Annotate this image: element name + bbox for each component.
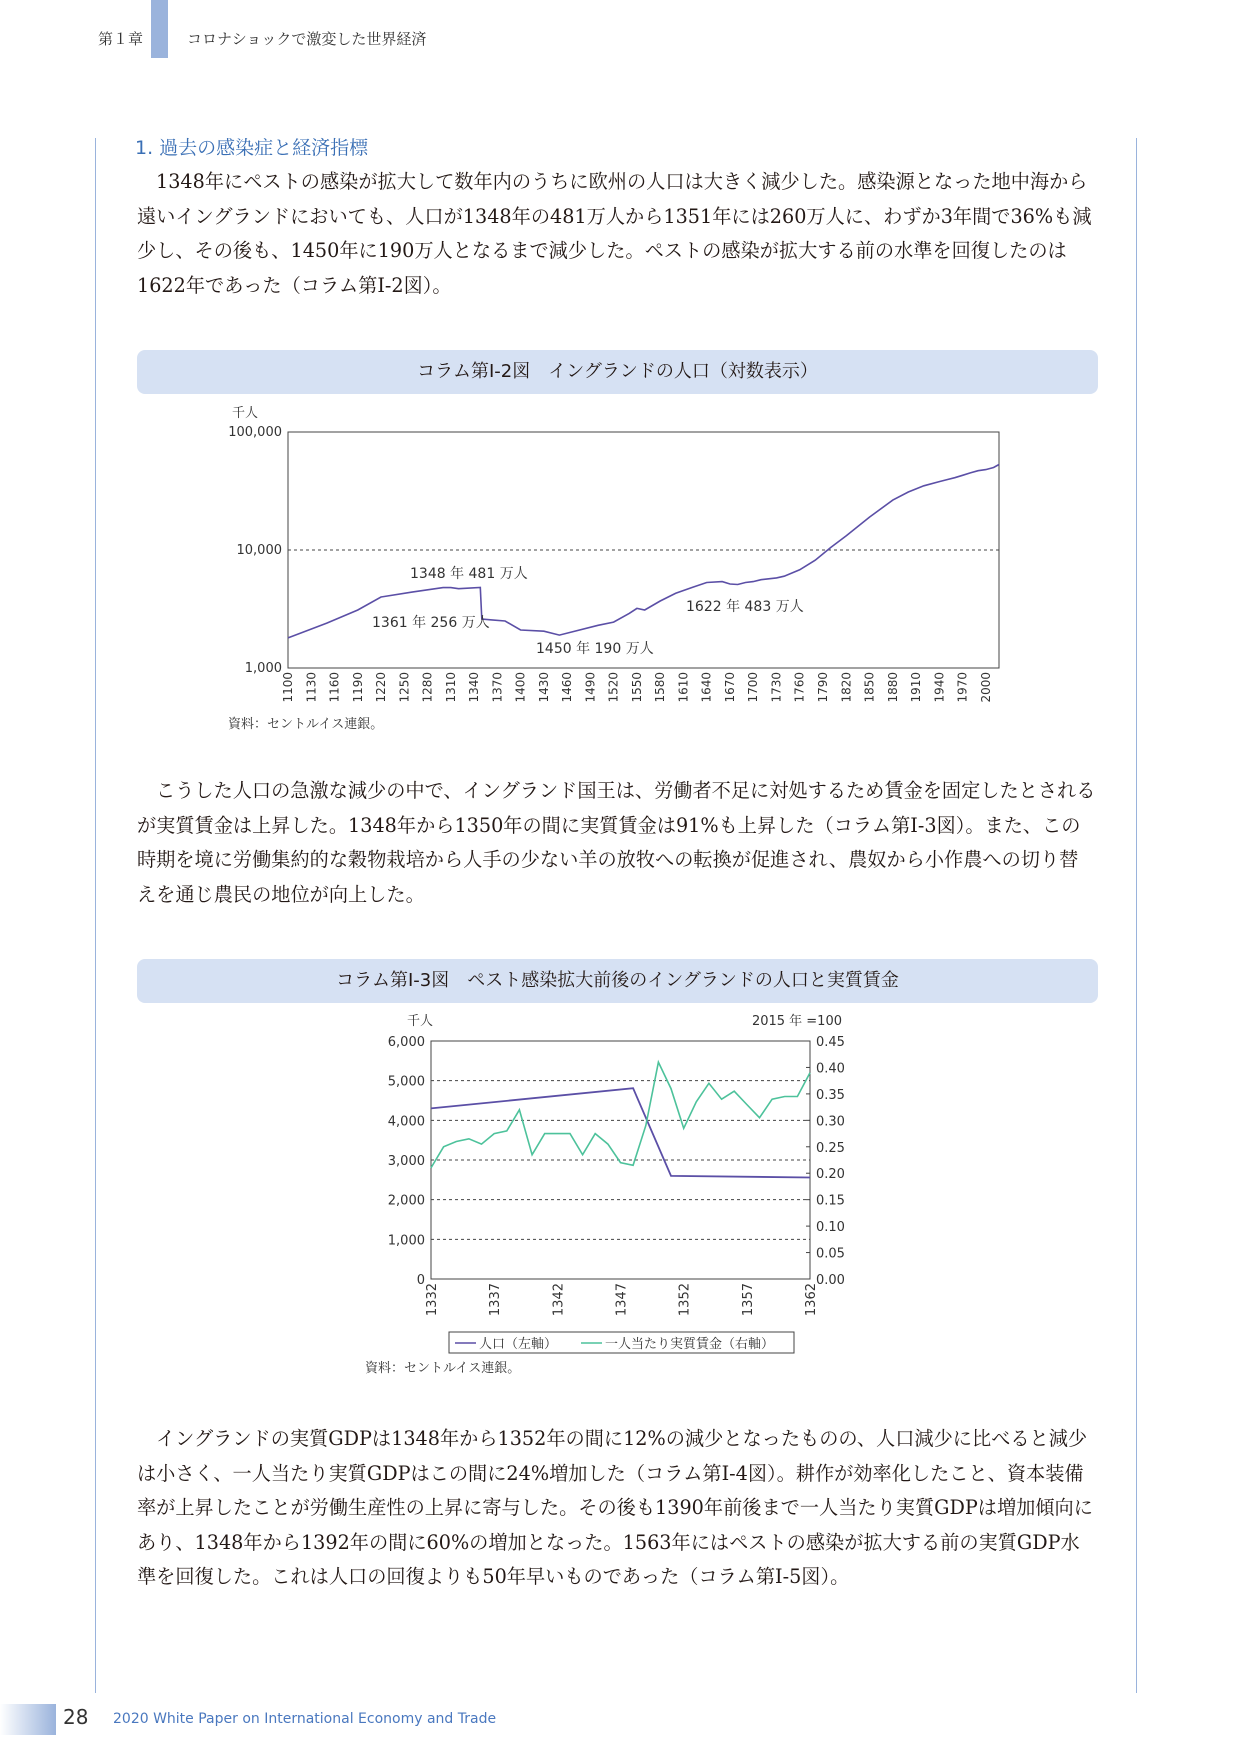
x-tick-label: 1970 — [955, 672, 970, 703]
x-tick-label: 1347 — [614, 1283, 630, 1317]
x-tick-label: 1730 — [769, 672, 784, 703]
gridlines — [431, 1081, 810, 1240]
x-tick-label: 1550 — [629, 672, 644, 703]
y2-tick-label: 0.25 — [816, 1140, 845, 1156]
y-axis-unit: 千人 — [232, 406, 259, 421]
x-tick-label: 1342 — [551, 1283, 567, 1317]
real-wage-line — [431, 1062, 810, 1168]
y2-tick-label: 0.45 — [816, 1035, 845, 1050]
y2-tick-label: 0.20 — [816, 1167, 845, 1183]
x-tick-label: 1357 — [740, 1283, 756, 1317]
y2-tick-label: 0.40 — [816, 1061, 845, 1077]
x-tick-labels — [425, 1283, 819, 1316]
x-tick-label: 1362 — [804, 1283, 819, 1317]
annotation-1348: 1348 年 481 万人 — [410, 566, 528, 582]
x-tick-label: 1820 — [839, 672, 854, 703]
x-tick-label: 1337 — [488, 1283, 504, 1317]
y-tick-label: 100,000 — [228, 425, 282, 440]
legend-label-wage: 一人当たり実質賃金（右軸） — [605, 1337, 775, 1352]
x-tick-label: 1190 — [350, 672, 365, 703]
figure-3-source: 資料：セントルイス連銀。 — [365, 1361, 521, 1376]
footer-title: 2020 White Paper on International Economy and Trade — [113, 1711, 497, 1727]
y-tick-labels — [388, 1035, 425, 1288]
y2-tick-label: 0.30 — [816, 1114, 845, 1130]
x-tick-label: 1460 — [560, 672, 575, 703]
x-tick-label: 1160 — [327, 672, 342, 703]
y-tick-label: 1,000 — [387, 1233, 425, 1249]
y-tick-label: 5,000 — [387, 1074, 425, 1090]
x-tick-label: 1280 — [420, 672, 435, 703]
y2-tick-labels — [806, 1035, 845, 1288]
y-axis-unit: 千人 — [407, 1014, 434, 1029]
y-tick-label: 2,000 — [387, 1193, 425, 1209]
legend — [449, 1332, 794, 1353]
x-tick-label: 2000 — [978, 672, 993, 703]
x-tick-label: 1352 — [677, 1283, 693, 1317]
chapter-number: 第１章 — [98, 30, 144, 48]
paragraph-text: イングランドの実質GDPは1348年から1352年の間に12%の減少となったものの、人口減少に比べると減少は小さく、一人当たり実質GDPはこの間に24%増加した（コラム第Ⅰ-4図）。耕作が効率化したこと、資本装備率が上昇したことが労働生産性の上昇に寄与した。その後も1390年前後まで一人当たり実質GDPは増加傾向にあり、1348年から1392年の間に60%の増加となった。1563年にはペストの感染が拡大する前の実質GDP水準を回復した。これは人口の回復よりも50年早いものであった（コラム第Ⅰ-5図）。 — [137, 1427, 1093, 1588]
x-tick-label: 1760 — [792, 672, 807, 703]
annotation-1622: 1622 年 483 万人 — [686, 599, 804, 615]
x-tick-label: 1340 — [467, 672, 482, 703]
y-tick-label: 3,000 — [387, 1154, 425, 1169]
y-tick-label: 0 — [416, 1273, 425, 1288]
x-tick-label: 1610 — [676, 672, 691, 703]
y-tick-label: 1,000 — [244, 661, 282, 676]
y-tick-label: 10,000 — [236, 543, 282, 558]
x-tick-label: 1790 — [815, 672, 830, 703]
x-tick-label: 1130 — [304, 672, 319, 703]
x-tick-label: 1220 — [374, 672, 389, 703]
x-tick-label: 1100 — [281, 672, 295, 703]
page-number: 28 — [63, 1705, 89, 1729]
paragraph-text: こうした人口の急激な減少の中で、イングランド国王は、労働者不足に対処するため賃金を固定したとされるが実質賃金は上昇した。1348年から1350年の間に実質賃金は91%も上昇した（コラム第Ⅰ-3図）。また、この時期を境に労働集約的な穀物栽培から人手の少ない羊の放牧への転換が促進され、農奴から小作農への切り替えを通じ農民の地位が向上した。 — [137, 779, 1096, 906]
x-tick-label: 1640 — [699, 672, 714, 703]
y-tick-label: 6,000 — [387, 1035, 425, 1050]
x-tick-label: 1520 — [606, 672, 621, 703]
x-tick-label: 1580 — [653, 672, 668, 703]
x-tick-label: 1880 — [885, 672, 900, 703]
y2-tick-label: 0.05 — [816, 1246, 845, 1262]
figure-2-source: 資料：セントルイス連銀。 — [228, 717, 384, 732]
figure-3-title: コラム第Ⅰ-3図 ペスト感染拡大前後のイングランドの人口と実質賃金 — [137, 959, 1098, 1003]
y2-tick-label: 0.00 — [816, 1273, 845, 1288]
y2-axis-unit: 2015 年 =100 — [751, 1014, 842, 1029]
annotation-1361: 1361 年 256 万人 — [372, 615, 490, 631]
y2-tick-label: 0.35 — [816, 1087, 845, 1103]
x-tick-label: 1490 — [583, 672, 598, 703]
paragraph-text: 1348年にペストの感染が拡大して数年内のうちに欧州の人口は大きく減少した。感染源となった地中海から遠いイングランドにおいても、人口が1348年の481万人から1351年には260万人に、わずか3年間で36%も減少し、その後も、1450年に190万人となるまで減少した。ペストの感染が拡大する前の水準を回復したのは1622年であった（コラム第Ⅰ-2図）。 — [137, 170, 1092, 297]
x-tick-label: 1940 — [932, 672, 947, 703]
x-tick-label: 1370 — [490, 672, 505, 703]
x-tick-label: 1700 — [746, 672, 761, 703]
y2-tick-label: 0.15 — [816, 1193, 845, 1209]
body-paragraph-3 — [137, 1422, 1097, 1595]
x-tick-label: 1850 — [862, 672, 877, 703]
x-tick-label: 1250 — [397, 672, 412, 703]
x-tick-label: 1430 — [536, 672, 551, 703]
figure-2-title: コラム第Ⅰ-2図 イングランドの人口（対数表示） — [137, 350, 1098, 394]
y-tick-label: 4,000 — [387, 1114, 425, 1130]
footer-accent — [0, 1704, 56, 1735]
x-tick-label: 1400 — [513, 672, 528, 703]
x-tick-label: 1670 — [722, 672, 737, 703]
x-tick-label: 1332 — [425, 1283, 440, 1317]
x-tick-label: 1310 — [443, 672, 458, 703]
population-line — [431, 1088, 810, 1177]
section-heading: 1. 過去の感染症と経済指標 — [135, 137, 369, 159]
annotation-1450: 1450 年 190 万人 — [536, 641, 654, 657]
y2-tick-label: 0.10 — [816, 1220, 845, 1236]
legend-label-population: 人口（左軸） — [479, 1337, 558, 1352]
chapter-title: コロナショックで激変した世界経済 — [187, 30, 427, 48]
x-tick-label: 1910 — [909, 672, 924, 703]
